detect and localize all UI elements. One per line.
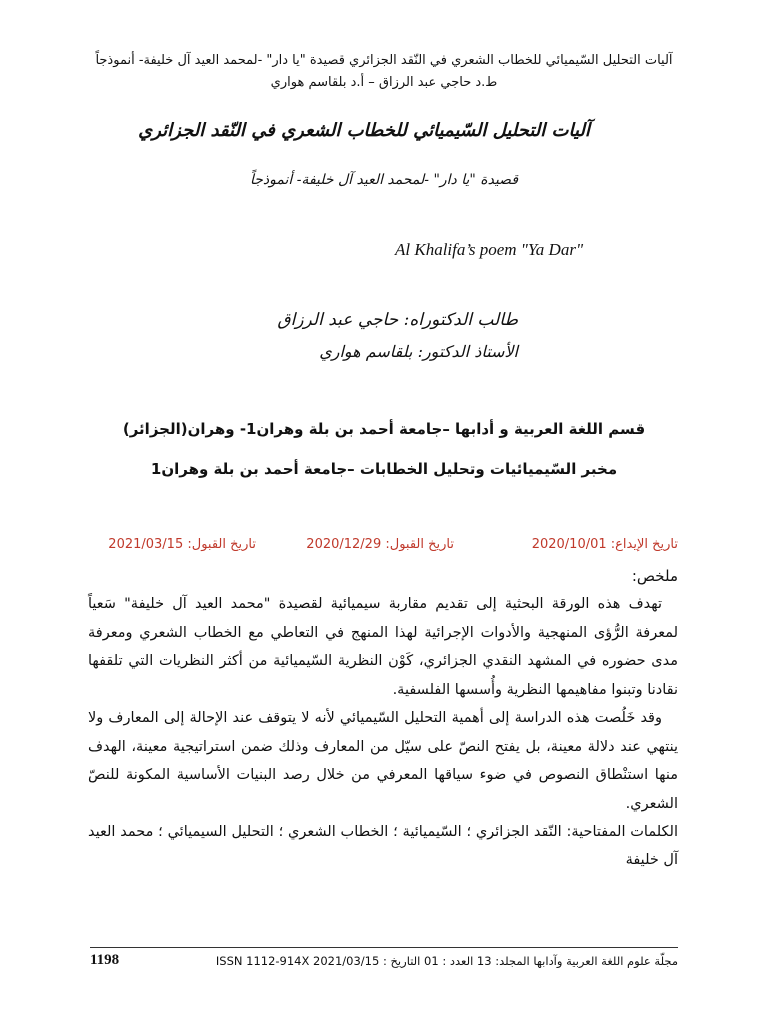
page-footer: [90, 952, 678, 972]
date-accepted-label: تاريخ القبول:: [385, 537, 454, 552]
date-submitted: [532, 537, 678, 552]
footer-divider: [90, 947, 678, 948]
paper-title-arabic: آليات التحليل السّيميائي للخطاب الشعري في النّقد الجزائري: [138, 120, 590, 141]
affiliation-laboratory: مخبر السّيميائيات وتحليل الخطابات –جامعة أحمد بن بلة وهران1: [150, 460, 618, 478]
date-accepted-value: 2020/12/29: [306, 537, 382, 552]
abstract-heading: ملخص:: [631, 567, 678, 585]
date-accepted: [306, 537, 454, 552]
date-published-label: تاريخ القبول:: [187, 537, 256, 552]
running-header-authors: ط.د حاجي عبد الرزاق – أ.د بلقاسم هواري: [270, 75, 498, 90]
running-header-title: آليات التحليل السّيميائي للخطاب الشعري في النّقد الجزائري قصيدة "يا دار" -لمحمد العيد آل خليفة- أنموذجاً: [95, 53, 673, 68]
paper-title-english: Al Khalifa’s poem "Ya Dar": [395, 240, 584, 259]
journal-citation: مجلّة علوم اللغة العربية وآدابها المجلد: 13 العدد : 01 التاريخ : 2021/03/15 ISSN 1112-914X: [215, 954, 678, 968]
author-first: طالب الدكتوراه: حاجي عبد الرزاق: [277, 310, 518, 330]
abstract-paragraph: تهدف هذه الورقة البحثية إلى تقديم مقاربة سيميائية لقصيدة "محمد العيد آل خليفة" سَعياً لمعرفة الرُّؤى المنهجية والأدوات الإجرائية لهذا المنهج في التعاطي مع الخطاب الشعري ومعرفة مدى حضوره في المشهد النقدي الجزائري، كَوْن النظرية السّيميائية من أكثر النظريات التي تلقفها نقادنا وتبنوا مفاهيمها النظرية وأُسسها الفلسفية.: [88, 596, 678, 698]
date-submitted-value: 2020/10/01: [531, 537, 607, 552]
keywords: الكلمات المفتاحية: النّقد الجزائري ؛ السّيميائية ؛ الخطاب الشعري ؛ التحليل السيميائي ؛ محمد العيد آل خليفة: [88, 824, 678, 868]
affiliation-department: قسم اللغة العربية و أدابها –جامعة أحمد بن بلة وهران1- وهران(الجزائر): [122, 420, 646, 438]
date-submitted-label: تاريخ الإيداع:: [610, 537, 678, 552]
abstract-body: [88, 590, 678, 818]
date-published: [108, 537, 256, 552]
date-published-value: 2021/03/15: [108, 537, 184, 552]
running-header: [60, 50, 708, 94]
page-number: 1198: [90, 952, 120, 968]
dates-row: [90, 537, 678, 559]
abstract-paragraph: وقد خَلُصت هذه الدراسة إلى أهمية التحليل السّيميائي لأنه لا يتوقف عند الإحالة إلى المعارف ولا ينتهي عند دلالة معينة، بل يفتح النصّ على سيّل من المعارف وذلك ضمن استراتيجية معينة، الهدف منها استنْطاق النصوص في ضوء سياقها المعرفي من خلال رصد البنيات الأساسية المكونة للنصّ الشعري.: [88, 710, 678, 812]
paper-subtitle-arabic: قصيدة "يا دار" -لمحمد العيد آل خليفة- أنموذجاً: [249, 172, 519, 188]
author-second: الأستاذ الدكتور: بلقاسم هواري: [319, 342, 518, 361]
